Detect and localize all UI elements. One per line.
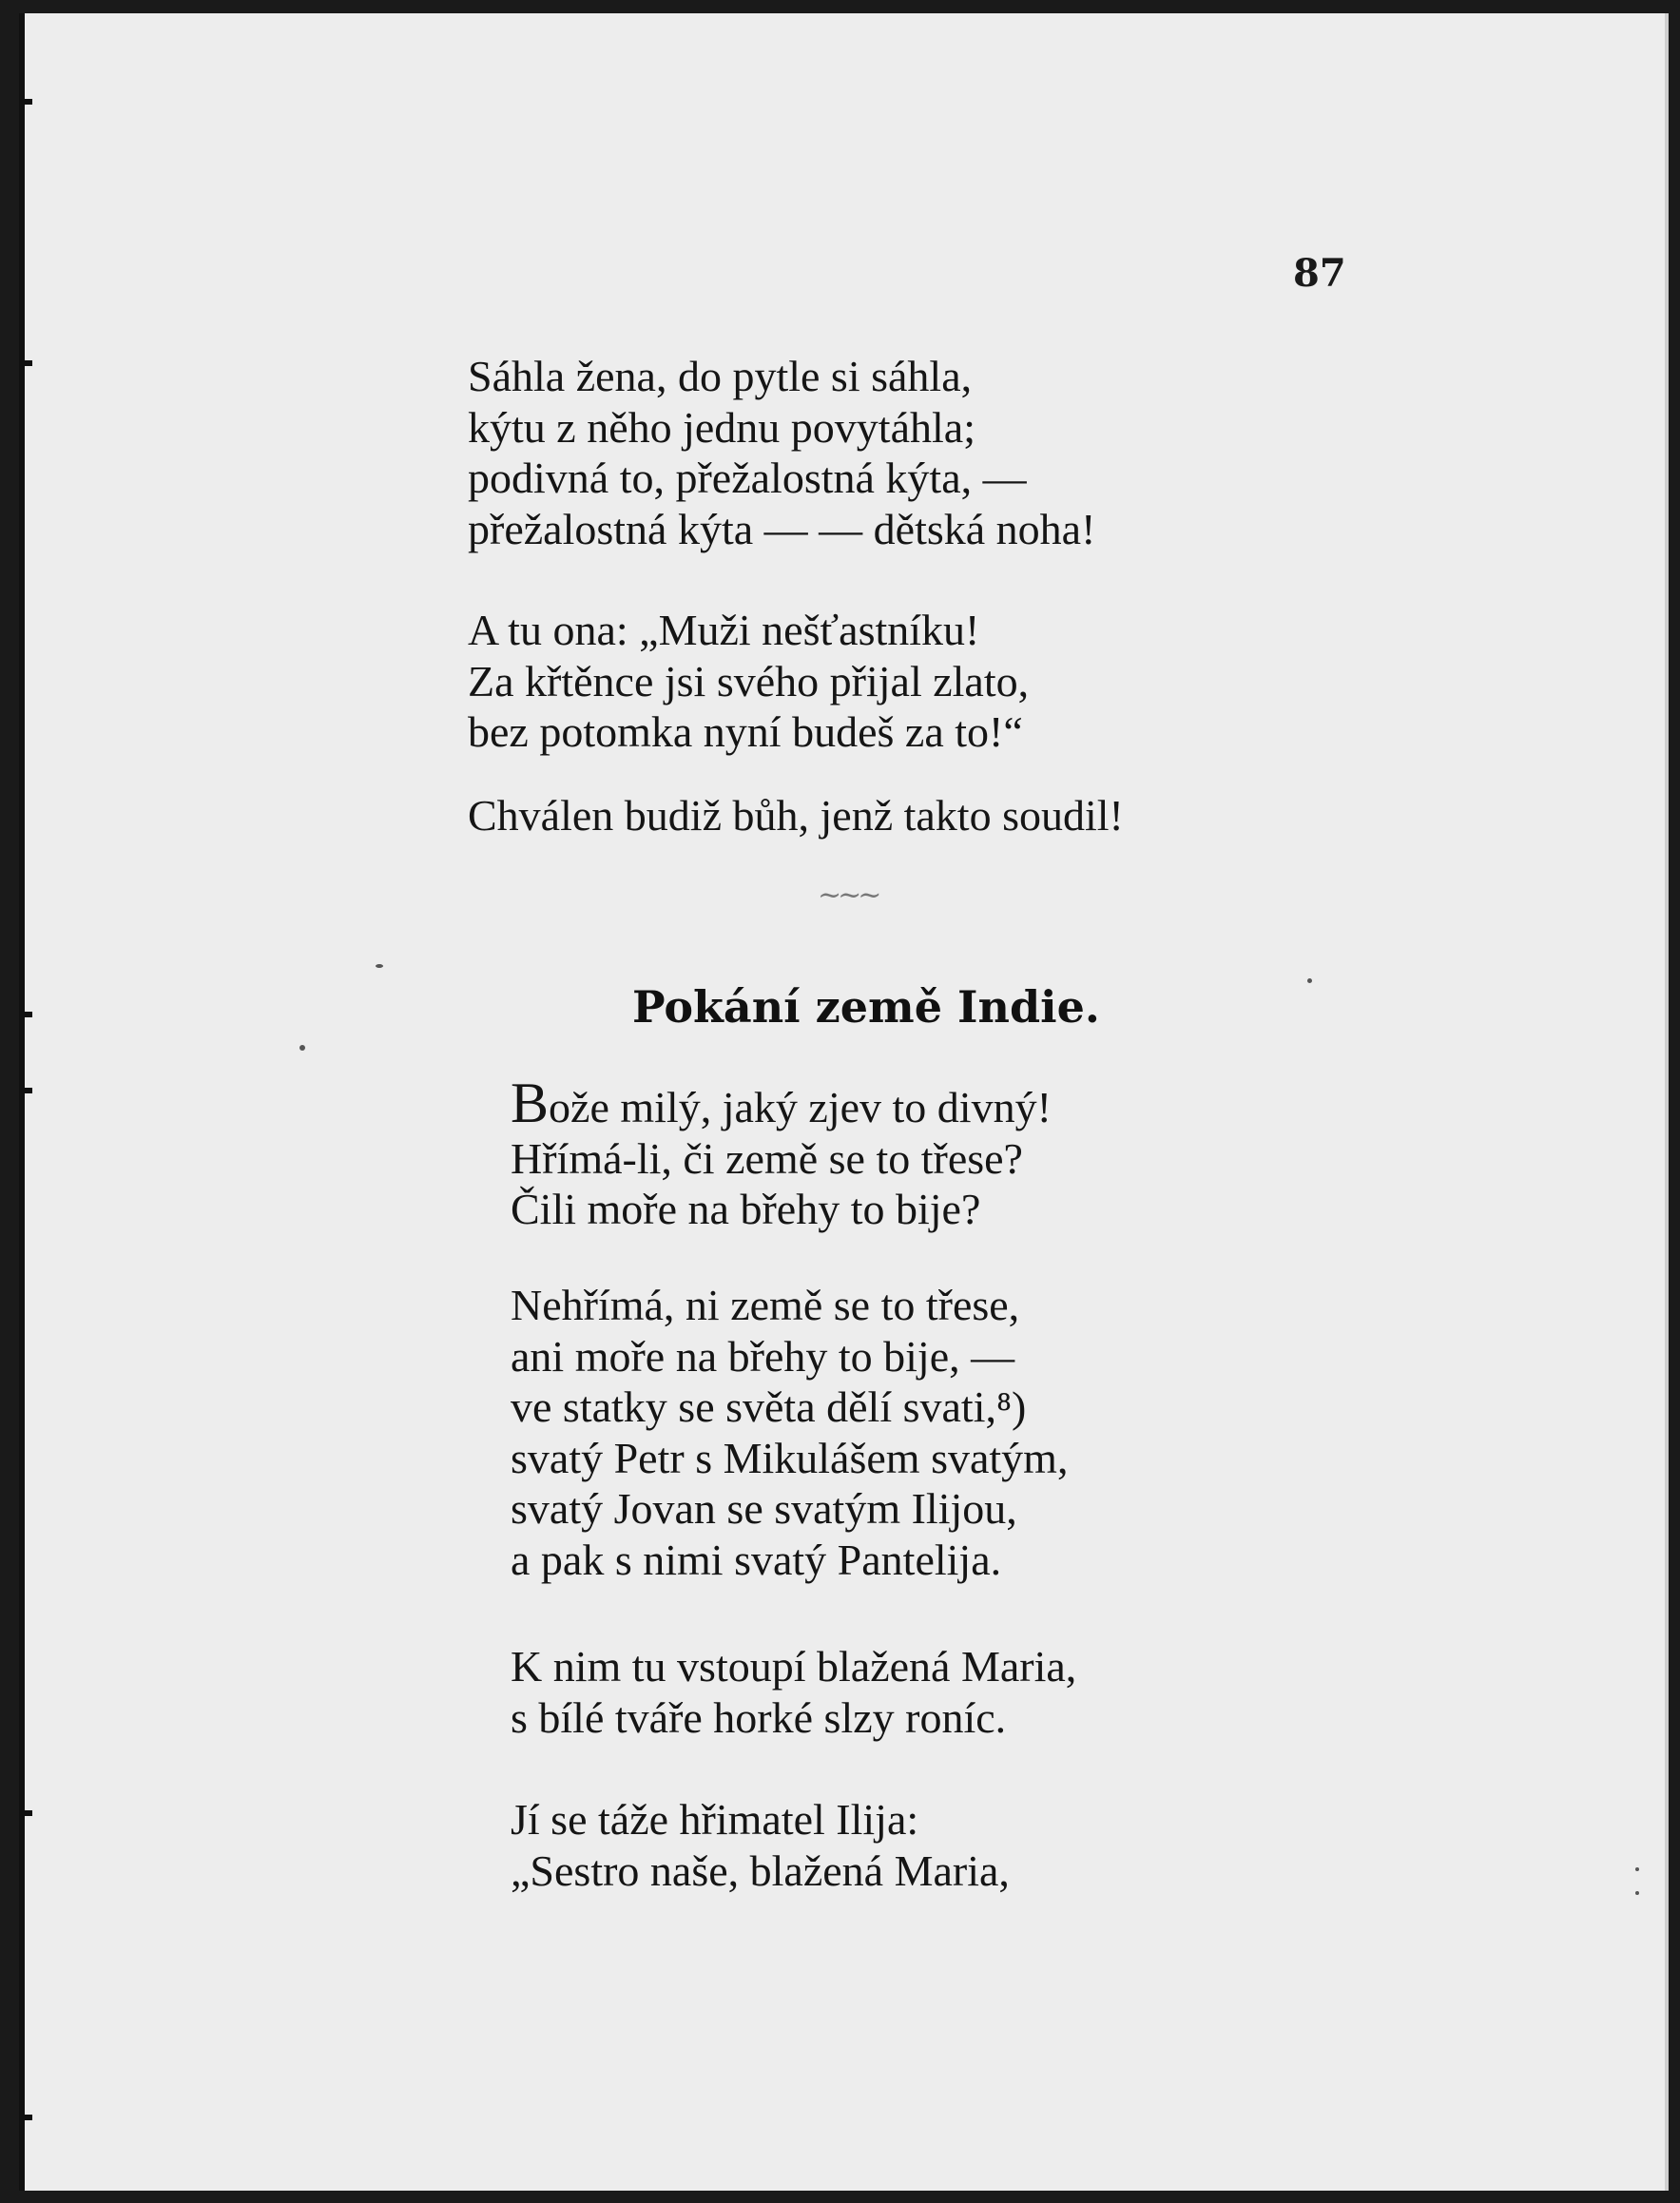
verse-line: podivná to, přežalostná kýta, —: [468, 454, 1027, 502]
verse-line: s bílé tváře horké slzy roníc.: [511, 1692, 1007, 1742]
print-speck: [1635, 1891, 1639, 1895]
page-number: 87: [1293, 251, 1346, 296]
drop-initial: B: [511, 1072, 550, 1134]
binding-mark: [19, 1088, 32, 1093]
print-speck: [299, 1045, 305, 1051]
verse-line: a pak s nimi svatý Pantelija.: [511, 1535, 1002, 1584]
verse-line: ani moře na břehy to bije, —: [511, 1331, 1015, 1381]
print-speck: [376, 964, 383, 968]
binding-mark: [19, 360, 32, 366]
verse-line: Jí se táže hřimatel Ilija:: [511, 1795, 919, 1844]
verse-line: kýtu z něho jednu povytáhla;: [468, 402, 975, 452]
verse-line: K nim tu vstoupí blažená Maria,: [511, 1642, 1077, 1691]
verse-line-rest: ože milý, jaký zjev to divný!: [549, 1083, 1052, 1131]
page-edge-shadow: [1665, 13, 1669, 2191]
print-speck: [1635, 1867, 1639, 1871]
verse-line: svatý Petr s Mikulášem svatým,: [511, 1433, 1069, 1482]
book-page: [19, 13, 1669, 2191]
verse-line: bez potomka nyní budeš za to!“: [468, 707, 1023, 756]
stanza: [511, 1794, 1010, 1896]
verse-line: „Sestro naše, blažená Maria,: [511, 1845, 1010, 1895]
binding-mark: [19, 1810, 32, 1816]
stanza: [468, 351, 1095, 554]
verse-line: Sáhla žena, do pytle si sáhla,: [468, 352, 973, 400]
verse-line: A tu ona: „Muži nešťastníku!: [468, 606, 980, 654]
stanza: [511, 1280, 1068, 1585]
binding-edge: [19, 13, 25, 2191]
verse-line: svatý Jovan se svatým Ilijou,: [511, 1484, 1017, 1533]
verse-line: [511, 1074, 1052, 1133]
stanza: [511, 1074, 1052, 1235]
binding-mark: [19, 99, 32, 105]
stanza: [468, 605, 1029, 758]
verse-line: Hřímá-li, či země se to třese?: [511, 1133, 1023, 1183]
ornament-divider: ~~~: [818, 879, 879, 912]
stanza: [468, 790, 1124, 841]
verse-line: Čili moře na břehy to bije?: [511, 1185, 981, 1233]
binding-mark: [19, 2115, 32, 2120]
stanza: [511, 1641, 1076, 1743]
poem-title: Pokání země Indie.: [632, 981, 1100, 1033]
verse-line: ve statky se světa dělí svati,⁸): [511, 1382, 1027, 1431]
verse-line: Nehřímá, ni země se to třese,: [511, 1281, 1020, 1329]
verse-line: Chválen budiž bůh, jenž takto soudil!: [468, 791, 1124, 840]
print-speck: [1307, 978, 1312, 983]
binding-mark: [19, 1012, 32, 1017]
verse-line: Za křtěnce jsi svého přijal zlato,: [468, 656, 1030, 705]
verse-line: přežalostná kýta — — dětská noha!: [468, 504, 1096, 553]
